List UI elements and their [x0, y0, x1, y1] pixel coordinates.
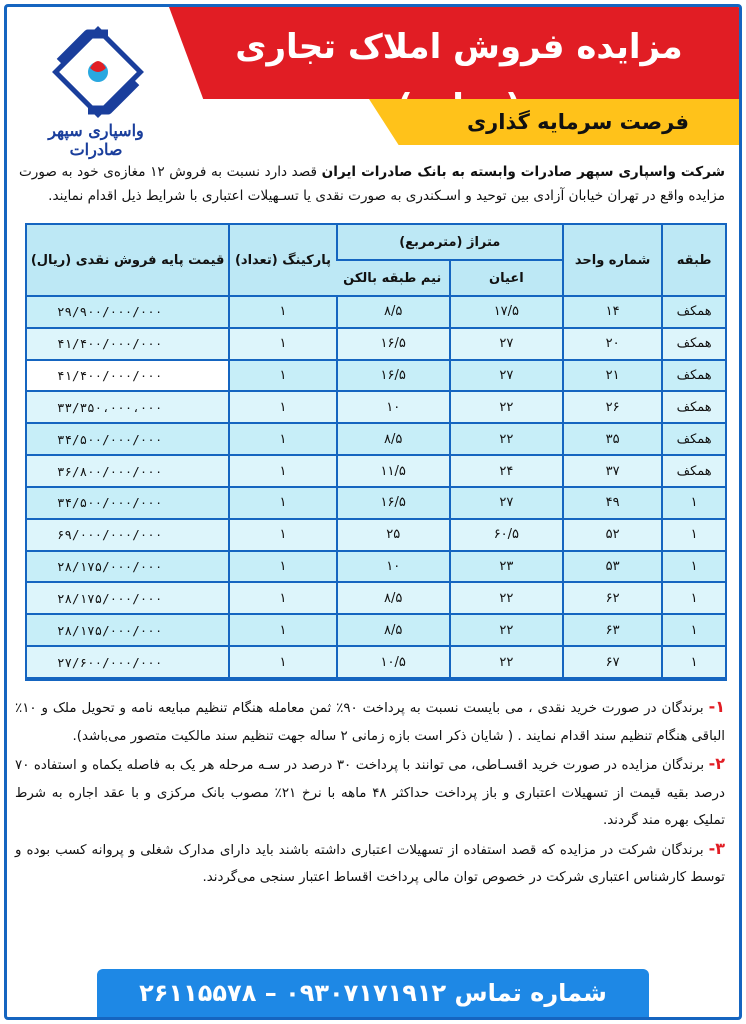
table-row: [27, 329, 725, 361]
cell-price: ۳۴/۵۰۰/۰۰۰/۰۰۰: [27, 424, 228, 456]
cell-price: ۳۶/۸۰۰/۰۰۰/۰۰۰: [27, 456, 228, 488]
table-row: [27, 488, 725, 520]
header-floor: طبقه: [661, 225, 725, 297]
cell-parking: ۱: [228, 552, 335, 584]
cell-area-main: ۱۷/۵: [449, 297, 562, 329]
cell-price: ۴۱/۴۰۰/۰۰۰/۰۰۰: [27, 329, 228, 361]
conditions-list: [15, 693, 725, 892]
table-row: [27, 361, 725, 393]
table-row: [27, 583, 725, 615]
table-row: [27, 552, 725, 584]
cell-area-main: ۲۳: [449, 552, 562, 584]
cell-floor: ۱: [661, 520, 725, 552]
cell-area-balcony: ۱۰: [336, 552, 449, 584]
cell-unit: ۵۲: [562, 520, 661, 552]
cell-parking: ۱: [228, 424, 335, 456]
cell-floor: همکف: [661, 297, 725, 329]
cell-area-balcony: ۲۵: [336, 520, 449, 552]
cell-parking: ۱: [228, 488, 335, 520]
table-row: [27, 297, 725, 329]
header-area-balcony: نیم طبقه بالکن: [336, 261, 449, 297]
cell-price: ۳۳/۳۵۰،۰۰۰،۰۰۰: [27, 392, 228, 424]
intro-paragraph: [19, 160, 725, 208]
cell-unit: ۴۹: [562, 488, 661, 520]
cell-unit: ۶۲: [562, 583, 661, 615]
header-parking: پارکینگ (تعداد): [228, 225, 335, 297]
cell-area-main: ۶۰/۵: [449, 520, 562, 552]
page-title: مزایده فروش املاک تجاری: [235, 27, 683, 67]
condition-text: برندگان مزایده در صورت خرید اقسـاطی، می توانند با پرداخت ۳۰ درصد در سـه مرحله هر یک به فاصله یکماه و استفاده ۷۰ درصد بقیه قیمت از تسهیلات اعتباری و باز پرداخت حداکثر ۴۸ ماهه با نرخ ۲۱٪ مصوب بانک مرکزی و با عقد اجاره به شرط تملیک بهره مند گردند.: [15, 758, 725, 828]
contact-footer: [7, 965, 739, 1017]
cell-unit: ۶۳: [562, 615, 661, 647]
table-row: [27, 392, 725, 424]
table-row: [27, 456, 725, 488]
cell-unit: ۲۱: [562, 361, 661, 393]
condition-item: [15, 750, 725, 835]
cell-area-main: ۲۲: [449, 647, 562, 679]
cell-price: ۲۹/۹۰۰/۰۰۰/۰۰۰: [27, 297, 228, 329]
cell-area-balcony: ۸/۵: [336, 297, 449, 329]
cell-parking: ۱: [228, 615, 335, 647]
cell-price: ۲۸/۱۷۵/۰۰۰/۰۰۰: [27, 552, 228, 584]
cell-floor: همکف: [661, 424, 725, 456]
cell-area-main: ۲۲: [449, 615, 562, 647]
cell-floor: همکف: [661, 361, 725, 393]
cell-floor: همکف: [661, 329, 725, 361]
cell-unit: ۲۶: [562, 392, 661, 424]
cell-price: ۲۸/۱۷۵/۰۰۰/۰۰۰: [27, 583, 228, 615]
cell-unit: ۲۰: [562, 329, 661, 361]
cell-price: ۲۸/۱۷۵/۰۰۰/۰۰۰: [27, 615, 228, 647]
cell-floor: همکف: [661, 392, 725, 424]
cell-price: ۶۹/۰۰۰/۰۰۰/۰۰۰: [27, 520, 228, 552]
cell-price: ۴۱/۴۰۰/۰۰۰/۰۰۰: [27, 361, 228, 393]
header-price: قیمت پایه فروش نقدی (ریال): [27, 225, 228, 297]
table-row: [27, 615, 725, 647]
cell-floor: ۱: [661, 615, 725, 647]
cell-floor: ۱: [661, 488, 725, 520]
cell-area-main: ۲۷: [449, 361, 562, 393]
condition-number: ۱-: [708, 697, 725, 716]
cell-area-balcony: ۱۶/۵: [336, 329, 449, 361]
condition-text: برندگان در صورت خرید نقدی ، می بایست نسبت به پرداخت ۹۰٪ ثمن معامله هنگام تنظیم مبایعه نامه و تحویل ملک و ۱۰٪ الباقی هنگام تنظیم سند اقدام نمایند . ( شایان ذکر است بازه زمانی ۲ ساله جهت تنظیم سند مالکیت متصور می‌باشد).: [15, 701, 725, 744]
cell-parking: ۱: [228, 456, 335, 488]
intro-company: شرکت واسپاری سپهر صادرات وابسته به بانک صادرات ایران: [321, 164, 725, 180]
cell-unit: ۵۳: [562, 552, 661, 584]
cell-area-balcony: ۱۰/۵: [336, 647, 449, 679]
shops-table: [25, 223, 727, 681]
contact-phone: شماره تماس ۰۹۳۰۷۱۷۱۹۱۲ – ۲۶۱۱۵۵۷۸: [139, 979, 607, 1007]
cell-floor: ۱: [661, 583, 725, 615]
cell-area-balcony: ۱۶/۵: [336, 361, 449, 393]
cell-unit: ۳۵: [562, 424, 661, 456]
cell-area-balcony: ۸/۵: [336, 615, 449, 647]
cell-area-main: ۲۲: [449, 583, 562, 615]
header-area-main: اعیان: [449, 261, 562, 297]
cell-parking: ۱: [228, 520, 335, 552]
cell-area-main: ۲۷: [449, 488, 562, 520]
intro-text: قصد دارد نسبت به فروش ۱۲ مغازه‌ی خود به صورت مزایده واقع در تهران خیابان آزادی بین توحید و اسـکندری به صورت نقدی یا تسـهیلات اعتباری با شرایط ذیل اقدام نمایند.: [19, 164, 725, 204]
cell-area-balcony: ۸/۵: [336, 583, 449, 615]
cell-unit: ۱۴: [562, 297, 661, 329]
condition-item: [15, 693, 725, 750]
table-row: [27, 647, 725, 679]
header-unit: شماره واحد: [562, 225, 661, 297]
cell-price: ۳۴/۵۰۰/۰۰۰/۰۰۰: [27, 488, 228, 520]
cell-floor: ۱: [661, 552, 725, 584]
cell-area-balcony: ۸/۵: [336, 424, 449, 456]
cell-unit: ۳۷: [562, 456, 661, 488]
cell-parking: ۱: [228, 329, 335, 361]
cell-area-balcony: ۱۰: [336, 392, 449, 424]
advertisement-frame: [4, 4, 742, 1020]
condition-text: برندگان شرکت در مزایده که قصد استفاده از تسهیلات اعتباری داشته باشند باید دارای مدارک شغلی و پروانه کسب بوده و توسط کارشناس اعتباری شرکت در خصوص توان مالی پرداخت اقساط اعتبار سنجی می‌گردند.: [15, 842, 725, 885]
header-area: متراژ (مترمربع): [336, 225, 562, 261]
cell-area-balcony: ۱۶/۵: [336, 488, 449, 520]
cell-price: ۲۷/۶۰۰/۰۰۰/۰۰۰: [27, 647, 228, 679]
cell-parking: ۱: [228, 361, 335, 393]
cell-area-main: ۲۷: [449, 329, 562, 361]
cell-parking: ۱: [228, 583, 335, 615]
table-row: [27, 424, 725, 456]
page-subtitle: فرصت سرمایه گذاری: [466, 110, 689, 134]
table-row: [27, 520, 725, 552]
condition-number: ۳-: [708, 838, 725, 858]
cell-area-balcony: ۱۱/۵: [336, 456, 449, 488]
cell-parking: ۱: [228, 297, 335, 329]
company-logo-text: واسپاری سپهر صادرات: [48, 121, 144, 159]
condition-item: [15, 835, 725, 892]
cell-parking: ۱: [228, 647, 335, 679]
condition-number: ۲-: [708, 754, 726, 773]
cell-area-main: ۲۲: [449, 392, 562, 424]
cell-area-main: ۲۴: [449, 456, 562, 488]
cell-parking: ۱: [228, 392, 335, 424]
cell-unit: ۶۷: [562, 647, 661, 679]
cell-area-main: ۲۲: [449, 424, 562, 456]
cell-floor: ۱: [661, 647, 725, 679]
cell-floor: همکف: [661, 456, 725, 488]
